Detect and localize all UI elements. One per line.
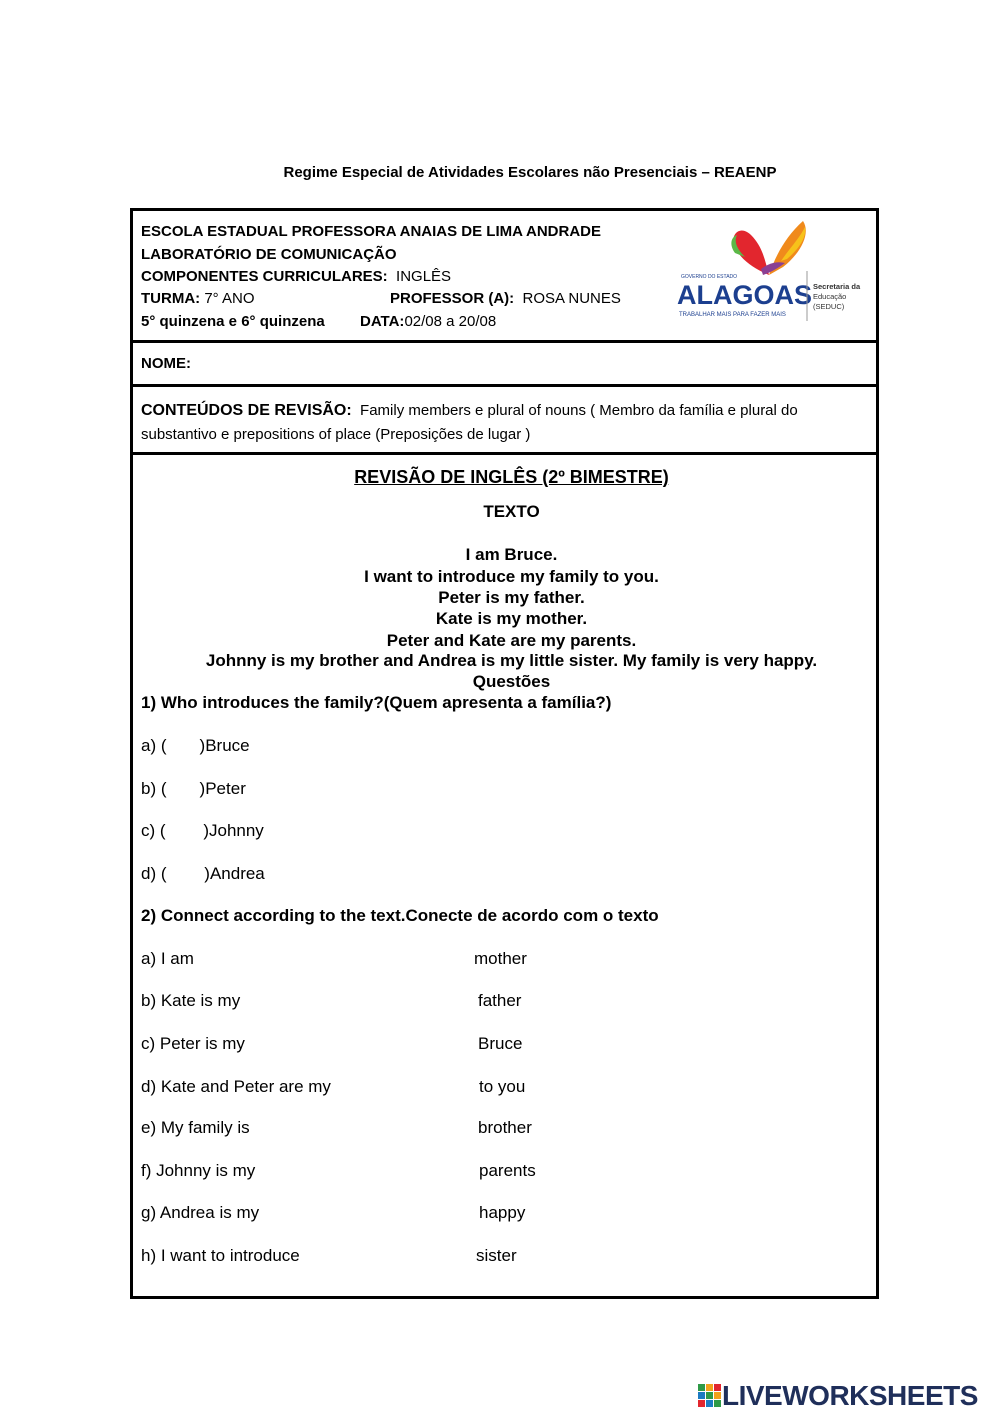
q2-left-item[interactable]: c) Peter is my xyxy=(141,1034,245,1053)
logo-slogan-text: TRABALHAR MAIS PARA FAZER MAIS xyxy=(679,312,786,318)
text-line: Kate is my mother. xyxy=(435,609,588,628)
conteudos-box xyxy=(130,384,879,455)
componentes-label: COMPONENTES CURRICULARES: xyxy=(141,268,388,285)
header-box xyxy=(130,208,879,343)
lab-name: LABORATÓRIO DE COMUNICAÇÃO xyxy=(141,246,397,263)
q2-right-item[interactable]: Bruce xyxy=(478,1034,523,1053)
data-row xyxy=(360,313,496,330)
q2-right-item[interactable]: to you xyxy=(479,1077,526,1096)
main-box xyxy=(130,452,879,1299)
quinzena-text: 5° quinzena e 6° quinzena xyxy=(141,313,325,330)
q1-option[interactable]: a) ( )Bruce xyxy=(141,736,250,755)
turma-row xyxy=(141,290,255,307)
page-top-title: Regime Especial de Atividades Escolares não Presenciais – REAENP xyxy=(283,164,777,181)
q2-right-item[interactable]: brother xyxy=(478,1118,532,1137)
q2-left-item[interactable]: f) Johnny is my xyxy=(141,1161,256,1180)
q2-left-item[interactable]: h) I want to introduce xyxy=(141,1246,300,1265)
liveworksheets-text: LIVEWORKSHEETS xyxy=(722,1380,978,1411)
text-line: Johnny is my brother and Andrea is my little sister. My family is very happy. xyxy=(205,651,818,670)
conteudos-text: Family members e plural of nouns ( Membro da família e plural do substantivo e prepositions of place (Preposições de lugar ) xyxy=(141,402,798,443)
nome-box xyxy=(130,340,879,387)
liveworksheets-watermark xyxy=(698,1380,978,1411)
q1-option[interactable]: b) ( )Peter xyxy=(141,779,246,798)
componentes-value: INGLÊS xyxy=(396,268,452,285)
q2-left-item[interactable]: g) Andrea is my xyxy=(141,1203,260,1222)
q2-right-item[interactable]: happy xyxy=(479,1203,526,1222)
q2-right-item[interactable]: parents xyxy=(479,1161,536,1180)
q2-left-item[interactable]: e) My family is xyxy=(141,1118,250,1137)
q2-left-item[interactable]: a) I am xyxy=(141,949,194,968)
questoes-title: Questões xyxy=(472,672,551,691)
q2-right-item[interactable]: mother xyxy=(474,949,527,968)
q2-right-item[interactable]: sister xyxy=(476,1246,517,1265)
logo-small-text: GOVERNO DO ESTADO xyxy=(681,274,738,280)
logo-alagoas-text: ALAGOAS xyxy=(677,280,812,310)
text-line: Peter is my father. xyxy=(438,588,585,607)
text-line: I am Bruce. xyxy=(465,545,558,564)
seduc-line-3: (SEDUC) xyxy=(813,302,845,311)
q1-option[interactable]: d) ( )Andrea xyxy=(141,864,265,883)
liveworksheets-icon xyxy=(698,1382,722,1410)
componentes-row xyxy=(141,268,451,285)
question-2: 2) Connect according to the text.Conecte de acordo com o texto xyxy=(141,906,659,925)
turma-value: 7° ANO xyxy=(204,290,255,307)
data-value: 02/08 a 20/08 xyxy=(404,313,497,330)
seduc-line-1: Secretaria da xyxy=(813,282,861,291)
text-line: I want to introduce my family to you. xyxy=(364,567,659,586)
question-1: 1) Who introduces the family?(Quem apresenta a família?) xyxy=(141,693,612,712)
alagoas-logo xyxy=(673,213,878,325)
conteudos-paragraph xyxy=(141,399,869,447)
quinzena-row xyxy=(141,313,325,330)
nome-label: NOME: xyxy=(141,355,191,372)
q1-option[interactable]: c) ( )Johnny xyxy=(141,821,264,840)
seduc-line-2: Educação xyxy=(813,292,847,301)
q2-right-item[interactable]: father xyxy=(478,991,522,1010)
data-label: DATA: xyxy=(360,313,405,330)
turma-label: TURMA: xyxy=(141,290,201,307)
school-name: ESCOLA ESTADUAL PROFESSORA ANAIAS DE LIMA ANDRADE xyxy=(141,223,602,240)
professor-value: ROSA NUNES xyxy=(522,290,621,307)
texto-title: TEXTO xyxy=(483,502,540,521)
conteudos-label: CONTEÚDOS DE REVISÃO: xyxy=(141,402,352,419)
professor-label: PROFESSOR (A): xyxy=(390,290,515,307)
q2-left-item[interactable]: d) Kate and Peter are my xyxy=(141,1077,331,1096)
q2-left-item[interactable]: b) Kate is my xyxy=(141,991,241,1010)
revisao-heading: REVISÃO DE INGLÊS (2º BIMESTRE) xyxy=(354,467,669,487)
text-line: Peter and Kate are my parents. xyxy=(386,631,637,650)
professor-row xyxy=(390,290,621,307)
